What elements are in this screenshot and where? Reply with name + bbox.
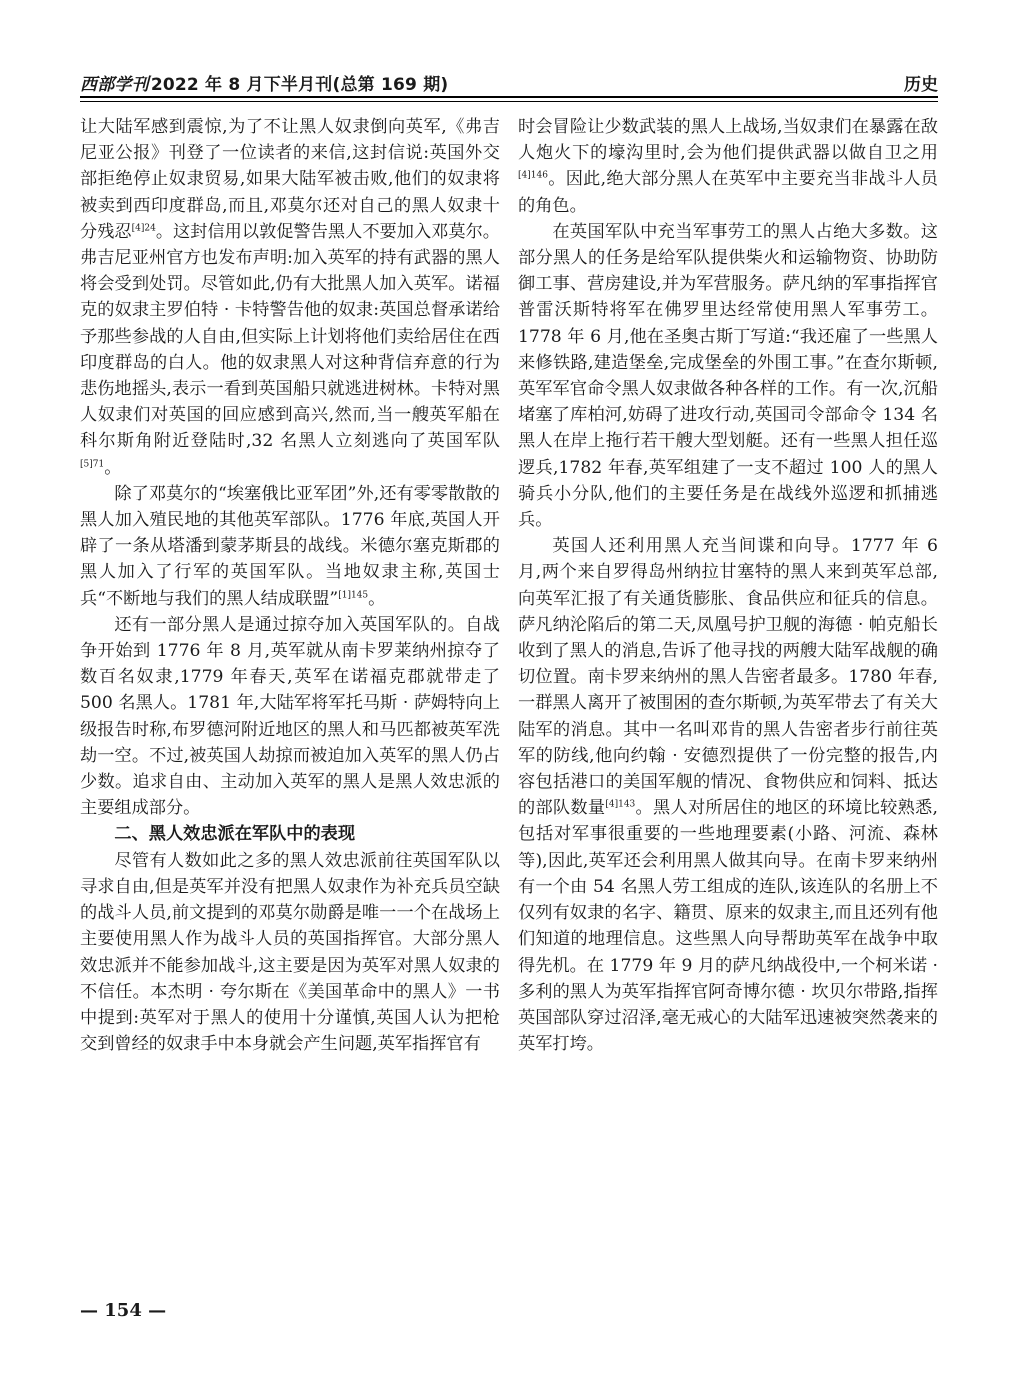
section-label: 历史	[904, 75, 938, 95]
paragraph-text: 英国人还利用黑人充当间谍和向导。1777 年 6 月,两个来自罗得岛州纳拉甘塞特的黑人来到英军总部,向英军汇报了有关通货膨胀、食品供应和征兵的信息。萨凡纳沦陷后的第二天,凤凰号护卫舰的海德 · 帕克船长收到了黑人的消息,告诉了他寻找的两艘大陆军战舰的确切位置。南卡罗来纳州的黑人告密者最多。1780 年春,一群黑人离开了被围困的查尔斯顿,为英军带去了有关大陆军的消息。其中一名叫邓肯的黑人告密者步行前往英军的防线,他向约翰 · 安德烈提供了一份完整的报告,内容包括港口的美国军舰的情况、食物供应和饲料、抵达的部队数量	[518, 536, 938, 819]
paragraph	[518, 114, 938, 219]
paragraph-text: 。黑人对所居住的地区的环境比较熟悉,包括对军事很重要的一些地理要素(小路、河流、森林等),因此,英军还会利用黑人做其向导。在南卡罗来纳州有一个由 54 名黑人劳工组成的连队,该连队的名册上不仅列有奴隶的名字、籍贯、原来的奴隶主,而且还列有他们知道的地理信息。这些黑人向导帮助英军在战争中取得先机。在 1779 年 9 月的萨凡纳战役中,一个柯米诺 · 多利的黑人为英军指挥官阿奇博尔德 · 坎贝尔带路,指挥英国部队穿过沼泽,毫无戒心的大陆军迅速被突然袭来的英军打垮。	[518, 798, 938, 1055]
journal-logo: 西部学刊	[80, 75, 149, 95]
header-rule-thick	[80, 96, 938, 98]
citation: [5]71	[80, 458, 105, 469]
paragraph-text: 让大陆军感到震惊,为了不让黑人奴隶倒向英军,《弗吉尼亚公报》刊登了一位读者的来信,这封信说:英国外交部拒绝停止奴隶贸易,如果大陆军被击败,他们的奴隶将被卖到西印度群岛,而且,邓莫尔还对自己的黑人奴隶十分残忍	[80, 117, 500, 242]
section-heading: 二、黑人效忠派在军队中的表现	[114, 824, 356, 845]
paragraph: 还有一部分黑人是通过掠夺加入英国军队的。自战争开始到 1776 年 8 月,英军就从南卡罗莱纳州掠夺了数百名奴隶,1779 年春天,英军在诺福克郡就带走了 500 名黑人。1781 年,大陆军将军托马斯 · 萨姆特向上级报告时称,布罗德河附近地区的黑人和马匹都被英军洗劫一空。不过,被英国人劫掠而被迫加入英军的黑人仍占少数。追求自由、主动加入英军的黑人是黑人效忠派的主要组成部分。	[80, 614, 500, 819]
right-column	[518, 114, 938, 1057]
left-column	[80, 114, 500, 1057]
paragraph	[80, 481, 500, 612]
paragraph	[80, 114, 500, 481]
citation: [1]145	[338, 589, 369, 600]
paragraph	[518, 533, 938, 1057]
issue-label: 2022 年 8 月下半月刊(总第 169 期)	[150, 75, 449, 95]
paragraph-text: 时会冒险让少数武装的黑人上战场,当奴隶们在暴露在敌人炮火下的壕沟里时,会为他们提供武器以做自卫之用	[518, 117, 938, 164]
citation: [4]24	[131, 223, 156, 234]
page-header	[80, 66, 938, 100]
paragraph-text: 。	[104, 457, 122, 478]
page-number: — 154 —	[80, 1300, 167, 1321]
paragraph-text: 。因此,绝大部分黑人在英军中主要充当非战斗人员的角色。	[518, 169, 938, 216]
citation: [4]143	[605, 799, 636, 810]
journal-info	[80, 70, 448, 95]
header-rule-thin	[80, 101, 938, 102]
paragraph-text: 除了邓莫尔的“埃塞俄比亚军团”外,还有零零散散的黑人加入殖民地的其他英军部队。1776 年底,英国人开辟了一条从塔潘到蒙茅斯县的战线。米德尔塞克斯郡的黑人加入了行军的英国军队。当地奴隶主称,英国士兵“不断地与我们的黑人结成联盟”	[80, 483, 500, 609]
paragraph: 尽管有人数如此之多的黑人效忠派前往英国军队以寻求自由,但是英军并没有把黑人奴隶作为补充兵员空缺的战斗人员,前文提到的邓莫尔勋爵是唯一一个在战场上主要使用黑人作为战斗人员的英国指挥官。大部分黑人效忠派并不能参加战斗,这主要是因为英军对黑人奴隶的不信任。本杰明 · 夸尔斯在《美国革命中的黑人》一书中提到:英军对于黑人的使用十分谨慎,英国人认为把枪交到曾经的奴隶手中本身就会产生问题,英军指挥官有	[80, 850, 500, 1055]
paragraph-text: 。	[368, 588, 386, 609]
paragraph: 在英国军队中充当军事劳工的黑人占绝大多数。这部分黑人的任务是给军队提供柴火和运输物资、协助防御工事、营房建设,并为军营服务。萨凡纳的军事指挥官普雷沃斯特将军在佛罗里达经常使用黑人军事劳工。1778 年 6 月,他在圣奥古斯丁写道:“我还雇了一些黑人来修铁路,建造堡垒,完成堡垒的外围工事。”在查尔斯顿,英军军官命令黑人奴隶做各种各样的工作。有一次,沉船堵塞了库柏河,妨碍了进攻行动,英国司令部命令 134 名黑人在岸上拖行若干艘大型划艇。还有一些黑人担任巡逻兵,1782 年春,英军组建了一支不超过 100 人的黑人骑兵小分队,他们的主要任务是在战线外巡逻和抓捕逃兵。	[518, 221, 938, 531]
paragraph-text: 。这封信用以敦促警告黑人不要加入邓莫尔。弗吉尼亚州官方也发布声明:加入英军的持有武器的黑人将会受到处罚。尽管如此,仍有大批黑人加入英军。诺福克的奴隶主罗伯特 · 卡特警告他的奴隶:英国总督承诺给予那些参战的人自由,但实际上计划将他们卖给居住在西印度群岛的白人。他的奴隶黑人对这种背信弃意的行为悲伤地摇头,表示一看到英国船只就逃进树林。卡特对黑人奴隶们对英国的回应感到高兴,然而,当一艘英军船在科尔斯角附近登陆时,32 名黑人立刻逃向了英国军队	[80, 221, 500, 452]
citation: [4]146	[518, 170, 548, 181]
